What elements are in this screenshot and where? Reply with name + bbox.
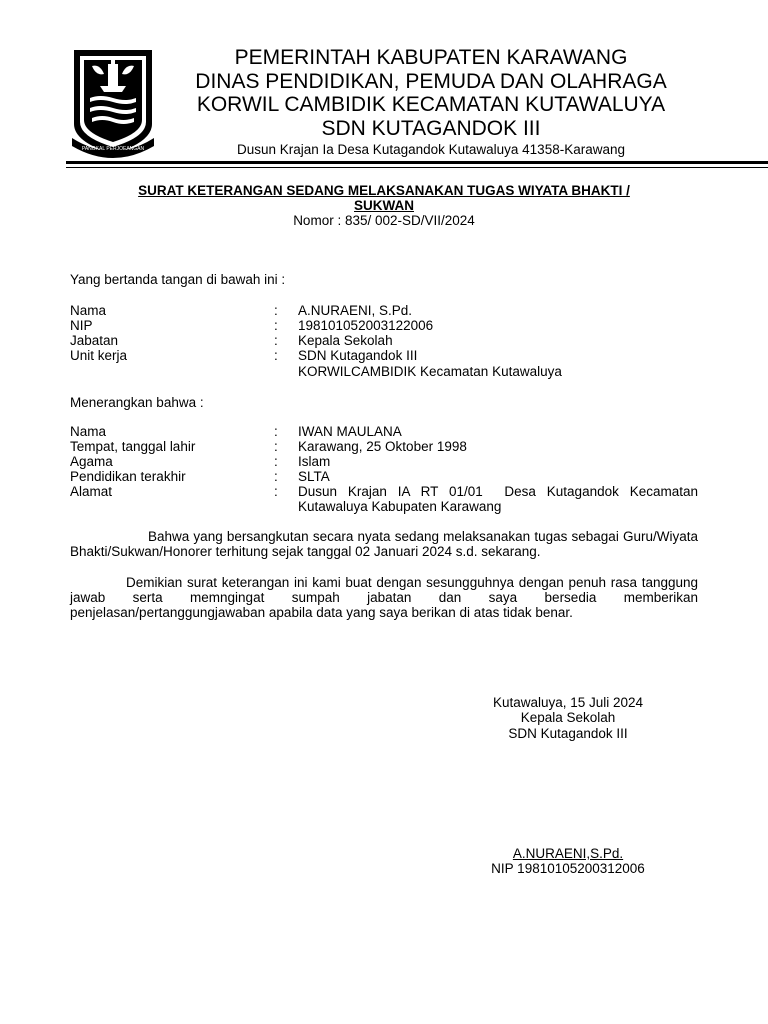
signature-place-date: Kutawaluya, 15 Juli 2024 xyxy=(492,695,644,710)
field-value: 198101052003122006 xyxy=(298,318,434,333)
signature-nip: NIP 19810105200312006 xyxy=(491,861,645,876)
letter-title xyxy=(70,183,698,213)
field-value-cont: Kutawaluya Kabupaten Karawang xyxy=(298,499,502,514)
field-value: Kepala Sekolah xyxy=(298,333,393,348)
subject-row-address-cont xyxy=(70,499,698,514)
subject-row-address xyxy=(70,484,698,499)
subject-row-name xyxy=(70,424,698,439)
letterhead-address: Dusun Krajan Ia Desa Kutagandok Kutawaluya 41358-Karawang xyxy=(236,142,625,157)
field-label: Nama xyxy=(70,424,107,439)
field-value: IWAN MAULANA xyxy=(298,424,402,439)
logo-motto: PANGKAL PERJOEANGAN xyxy=(81,146,145,152)
intro-text: Yang bertanda tangan di bawah ini : xyxy=(70,272,286,287)
field-label: Agama xyxy=(70,454,113,469)
field-colon: : xyxy=(274,439,278,454)
field-label: Alamat xyxy=(70,484,113,499)
field-colon: : xyxy=(274,484,278,499)
letter-number: Nomor : 835/ 002-SD/VII/2024 xyxy=(293,213,475,228)
field-value-cont: KORWILCAMBIDIK Kecamatan Kutawaluya xyxy=(298,364,562,379)
field-label: Jabatan xyxy=(70,333,119,348)
field-label: Tempat, tanggal lahir xyxy=(70,439,196,454)
subject-row-religion xyxy=(70,454,698,469)
field-label: NIP xyxy=(70,318,93,333)
signature-school: SDN Kutagandok III xyxy=(508,726,628,741)
letterhead xyxy=(160,46,702,159)
field-label: Unit kerja xyxy=(70,348,128,363)
field-value: Islam xyxy=(298,454,331,469)
field-label: Nama xyxy=(70,303,107,318)
signer-row-unit xyxy=(70,348,698,363)
explains-text: Menerangkan bahwa : xyxy=(70,395,204,410)
field-colon: : xyxy=(274,469,278,484)
statement-paragraph: Bahwa yang bersangkutan secara nyata sedang melaksanakan tugas sebagai Guru/Wiyata Bhakti/Sukwan/Honorer terhitung sejak tanggal 02 Januari 2024 s.d. sekarang. xyxy=(70,529,698,560)
field-colon: : xyxy=(274,454,278,469)
field-colon: : xyxy=(274,318,278,333)
signer-row-name xyxy=(70,303,698,318)
field-value: SDN Kutagandok III xyxy=(298,348,418,363)
letterhead-korwil: KORWIL CAMBIDIK KECAMATAN KUTAWALUYA xyxy=(196,93,666,116)
letterhead-thin-rule xyxy=(66,167,768,168)
letterhead-government: PEMERINTAH KABUPATEN KARAWANG xyxy=(234,46,628,69)
field-value: SLTA xyxy=(298,469,330,484)
field-colon: : xyxy=(274,303,278,318)
field-value: Karawang, 25 Oktober 1998 xyxy=(298,439,467,454)
field-value: Dusun Krajan IA RT 01/01 Desa Kutagandok Kecamatan xyxy=(298,484,698,499)
subject-row-birth xyxy=(70,439,698,454)
letter-title-line1: SURAT KETERANGAN SEDANG MELAKSANAKAN TUGAS WIYATA BHAKTI / xyxy=(138,183,630,198)
karawang-emblem-logo xyxy=(70,46,156,158)
signature-position: Kepala Sekolah xyxy=(520,710,616,725)
field-label: Pendidikan terakhir xyxy=(70,469,186,484)
closing-paragraph: Demikian surat keterangan ini kami buat dengan sesungguhnya dengan penuh rasa tanggung jawab serta memngingat sumpah jabatan dan saya bersedia memberikan penjelasan/pertanggungjawaban apabila data yang saya berikan di atas tidak benar. xyxy=(70,575,698,621)
signature-name: A.NURAENI,S.Pd. xyxy=(512,846,624,861)
signature-name-wrap xyxy=(400,846,736,861)
subject-row-education xyxy=(70,469,698,484)
letterhead-agency: DINAS PENDIDIKAN, PEMUDA DAN OLAHRAGA xyxy=(195,69,667,93)
field-colon: : xyxy=(274,424,278,439)
field-value: A.NURAENI, S.Pd. xyxy=(298,303,413,318)
letterhead-school: SDN KUTAGANDOK III xyxy=(321,116,541,140)
field-colon: : xyxy=(274,348,278,363)
signer-row-position xyxy=(70,333,698,348)
signer-row-unit-cont xyxy=(70,364,698,379)
field-colon: : xyxy=(274,333,278,348)
letterhead-thick-rule xyxy=(66,161,768,164)
letter-title-line2: SUKWAN xyxy=(354,198,414,213)
signer-row-nip xyxy=(70,318,698,333)
